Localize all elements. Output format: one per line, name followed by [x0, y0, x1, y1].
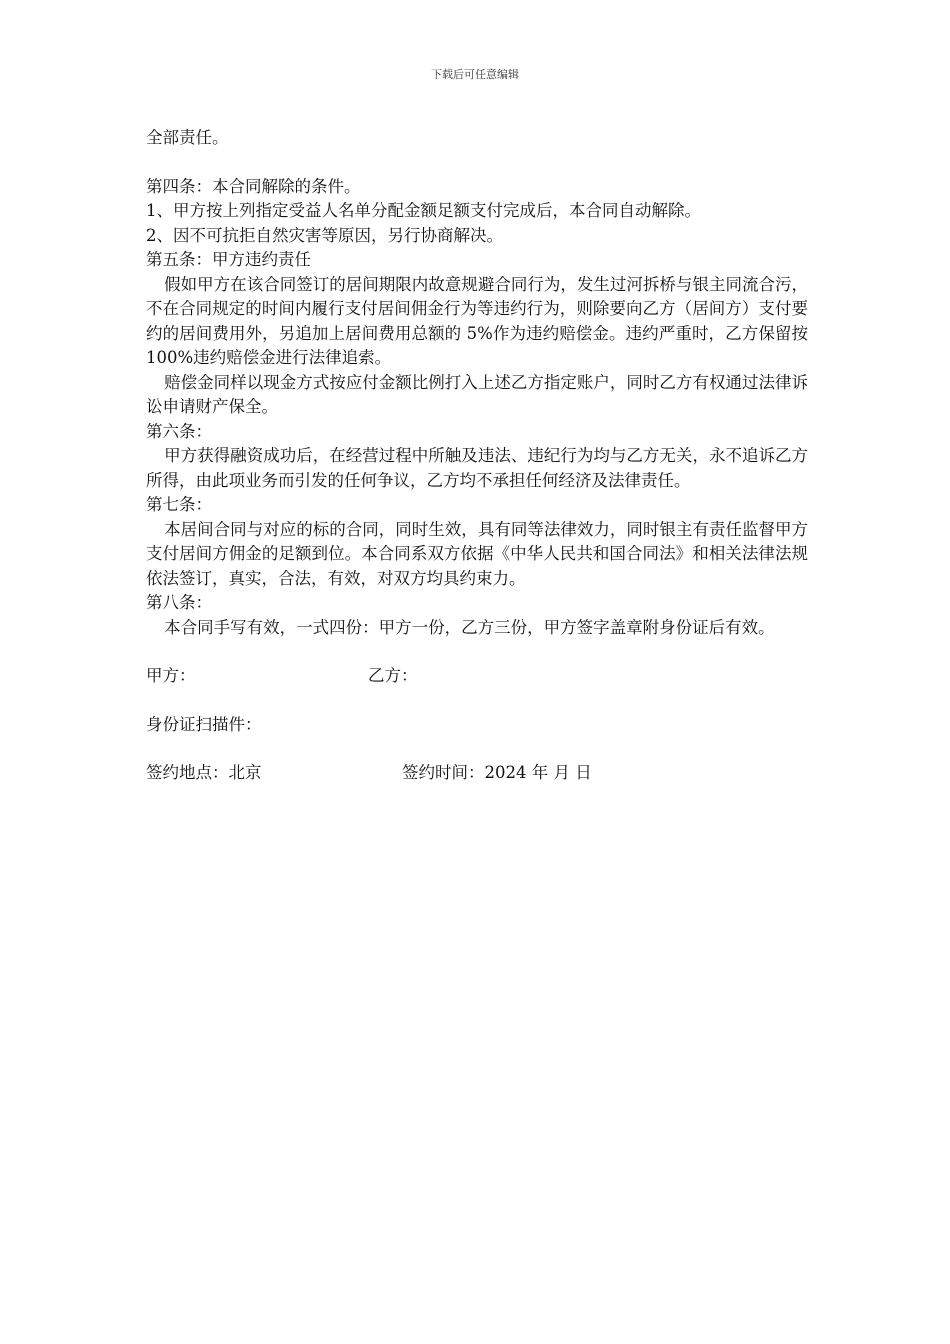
article-4-item-2: 2、因不可抗拒自然灾害等原因，另行协商解决。 [146, 225, 503, 245]
signing-info-row [146, 761, 808, 786]
spacer [146, 151, 808, 175]
article-8-title: 第八条： [146, 593, 212, 612]
article-6-paragraph: 甲方获得融资成功后，在经营过程中所触及违法、违纪行为均与乙方无关，永不追诉乙方所得，由此项业务而引发的任何争议，乙方均不承担任何经济及法律责任。 [146, 446, 808, 490]
article-5-paragraph-1: 假如甲方在该合同签订的居间期限内故意规避合同行为，发生过河拆桥与银主同流合污，不在合同规定的时间内履行支付居间佣金行为等违约行为，则除要向乙方（居间方）支付要约的居间费用外，另追加上居间费用总额的 5%作为违约赔偿金。违约严重时，乙方保留按 100%违约赔偿金进行法律追索。 [146, 274, 808, 367]
article-7-paragraph: 本居间合同与对应的标的合同，同时生效，具有同等法律效力，同时银主有责任监督甲方支付居间方佣金的足额到位。本合同系双方依据《中华人民共和国合同法》和相关法律法规依法签订，真实，合法，有效，对双方均具约束力。 [146, 519, 808, 588]
article-6-title: 第六条： [146, 421, 212, 441]
signing-place: 签约地点：北京 [146, 763, 262, 782]
id-scan-label: 身份证扫描件： [146, 714, 262, 734]
article-5-title: 第五条：甲方违约责任 [146, 250, 311, 269]
spacer [146, 640, 808, 664]
party-a-signature-label: 甲方： [146, 666, 196, 685]
header-note: 下载后可任意编辑 [431, 68, 519, 81]
contract-body [146, 126, 808, 786]
spacer [146, 737, 808, 761]
article-8-paragraph: 本合同手写有效，一式四份：甲方一份，乙方三份，甲方签字盖章附身份证后有效。 [164, 617, 775, 637]
spacer [146, 689, 808, 713]
article-7-title: 第七条： [146, 495, 212, 514]
signature-row [146, 664, 808, 689]
article-4-item-1: 1、甲方按上列指定受益人名单分配金额足额支付完成后，本合同自动解除。 [146, 201, 701, 220]
article-5-paragraph-2: 赔偿金同样以现金方式按应付金额比例打入上述乙方指定账户，同时乙方有权通过法律诉讼申请财产保全。 [146, 372, 808, 416]
signing-time: 签约时间：2024 年 月 日 [402, 763, 592, 782]
party-b-signature-label: 乙方： [368, 666, 418, 685]
paragraph-continuation: 全部责任。 [146, 128, 229, 147]
article-4-title: 第四条：本合同解除的条件。 [146, 176, 361, 196]
